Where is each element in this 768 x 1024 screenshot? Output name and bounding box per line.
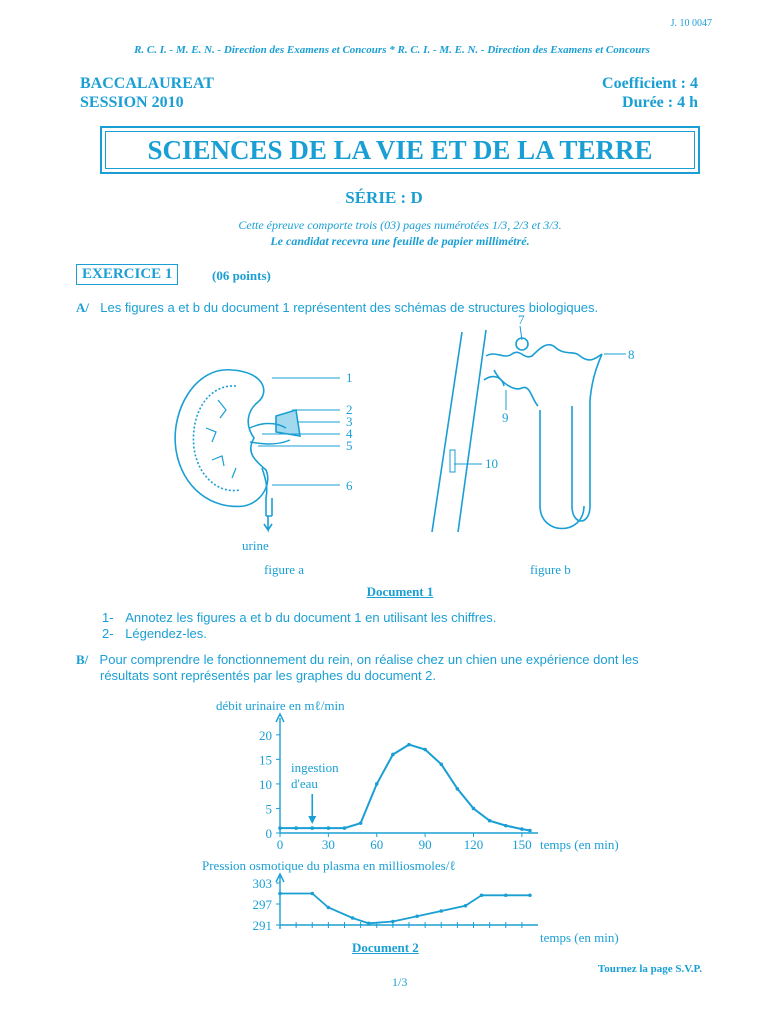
- data-point: [310, 826, 314, 830]
- osmotic-pressure-chart: [0, 850, 768, 950]
- data-point: [504, 893, 508, 897]
- data-point: [439, 762, 443, 766]
- fig-b-label-9: 9: [502, 410, 509, 425]
- figure-a-caption: figure a: [264, 562, 305, 577]
- data-point: [464, 904, 468, 908]
- data-point: [327, 906, 331, 910]
- y-tick-label: 20: [259, 727, 272, 743]
- exercise-points: (06 points): [212, 268, 271, 283]
- x-tick-label: 60: [370, 837, 384, 852]
- annotation-arrow-head: [308, 816, 316, 824]
- fig-b-label-10: 10: [485, 456, 498, 471]
- data-point: [423, 748, 427, 752]
- y-tick-label: 291: [252, 918, 272, 933]
- data-point: [456, 787, 460, 791]
- serie: SÉRIE : D: [345, 188, 423, 207]
- part-b: [76, 652, 639, 668]
- y-tick-label: 10: [259, 776, 272, 792]
- part-b-marker: B/: [76, 652, 89, 667]
- exercise-label: EXERCICE 1: [76, 264, 178, 285]
- fig-a-label-6: 6: [346, 478, 353, 493]
- nephron-drawing: [432, 330, 602, 532]
- y-tick-label: 297: [252, 897, 272, 912]
- x-axis-label: temps (en min): [540, 930, 619, 945]
- y-tick-label: 15: [259, 752, 272, 768]
- x-tick-label: 30: [321, 837, 335, 852]
- data-point: [439, 909, 443, 913]
- fig-a-label-2: 2: [346, 402, 353, 417]
- document-2-title: Document 2: [352, 940, 419, 955]
- urine-flow-chart: [0, 690, 768, 860]
- data-point: [528, 829, 532, 833]
- annotation-line-2: d'eau: [291, 776, 318, 791]
- document-1-figures: [0, 310, 768, 590]
- data-point: [343, 826, 347, 830]
- coef-block: [602, 74, 698, 112]
- part-b-line-1: Pour comprendre le fonctionnement du rein, on réalise chez un chien une expérience dont les: [99, 652, 639, 667]
- y-tick-label: 0: [265, 826, 272, 841]
- data-point: [407, 743, 411, 747]
- duration: Durée : 4 h: [622, 94, 698, 111]
- header-line: R. C. I. - M. E. N. - Direction des Examens et Concours * R. C. I. - M. E. N. - Direction des Examens et Concours: [134, 44, 650, 56]
- data-point: [375, 782, 379, 786]
- exam-block: [80, 74, 214, 112]
- y-axis-label: Pression osmotique du plasma en milliosmoles/ℓ: [202, 858, 456, 873]
- data-point: [278, 826, 282, 830]
- subject-title-box: [100, 126, 700, 174]
- x-tick-label: 150: [512, 837, 532, 852]
- osmotic-pressure-line: [280, 894, 530, 924]
- data-point: [359, 821, 363, 825]
- question-2-number: 2-: [102, 626, 114, 641]
- subject-title: SCIENCES DE LA VIE ET DE LA TERRE: [147, 134, 653, 165]
- data-point: [310, 892, 314, 896]
- y-tick-label: 5: [265, 801, 272, 817]
- exam-session: SESSION 2010: [80, 94, 184, 111]
- fig-b-label-7: 7: [518, 312, 525, 327]
- part-b-line-2: résultats sont représentés par les graphes du document 2.: [100, 668, 437, 683]
- data-point: [480, 893, 484, 897]
- question-2: [102, 626, 207, 641]
- y-tick-label: 303: [252, 876, 272, 891]
- x-axis-label: temps (en min): [540, 837, 619, 852]
- turn-page: Tournez la page S.V.P.: [597, 963, 702, 975]
- fig-a-label-5: 5: [346, 438, 353, 453]
- question-1-text: Annotez les figures a et b du document 1 en utilisant les chiffres.: [125, 610, 497, 625]
- pages-note: Cette épreuve comporte trois (03) pages numérotées 1/3, 2/3 et 3/3.: [238, 218, 562, 232]
- data-point: [294, 826, 298, 830]
- part-a-marker: A/: [76, 300, 89, 315]
- y-axis-label: débit urinaire en mℓ/min: [216, 698, 345, 713]
- coefficient: Coefficient : 4: [602, 75, 698, 92]
- urine-label: urine: [242, 538, 269, 553]
- data-point: [488, 819, 492, 823]
- data-point: [351, 916, 355, 920]
- question-1-number: 1-: [102, 610, 114, 625]
- fig-b-label-8: 8: [628, 347, 635, 362]
- fig-a-label-3: 3: [346, 414, 353, 429]
- data-point: [391, 753, 395, 757]
- fig-a-label-4: 4: [346, 426, 353, 441]
- data-point: [520, 827, 524, 831]
- data-point: [472, 807, 476, 811]
- annotation-line-1: ingestion: [291, 760, 339, 775]
- x-tick-label: 0: [276, 837, 284, 852]
- data-point: [504, 824, 508, 828]
- figure-b-caption: figure b: [530, 562, 571, 577]
- question-1: [102, 610, 496, 625]
- document-1-title: Document 1: [366, 584, 434, 599]
- exam-title: BACCALAUREAT: [80, 75, 214, 92]
- kidney-drawing: [175, 370, 300, 530]
- fig-a-label-1: 1: [346, 370, 353, 385]
- data-point: [327, 826, 331, 830]
- data-point: [367, 921, 371, 925]
- x-tick-label: 120: [463, 837, 484, 852]
- x-tick-label: 90: [418, 837, 432, 852]
- data-point: [391, 920, 395, 924]
- paper-note: Le candidat recevra une feuille de papier millimétré.: [270, 234, 530, 248]
- data-point: [528, 893, 532, 897]
- question-2-text: Légendez-les.: [125, 626, 207, 641]
- page-number: 1/3: [392, 975, 408, 989]
- data-point: [278, 892, 282, 896]
- part-a-text: Les figures a et b du document 1 représentent des schémas de structures biologiques.: [100, 300, 599, 315]
- data-point: [415, 914, 419, 918]
- reference-number: J. 10 0047: [670, 18, 712, 29]
